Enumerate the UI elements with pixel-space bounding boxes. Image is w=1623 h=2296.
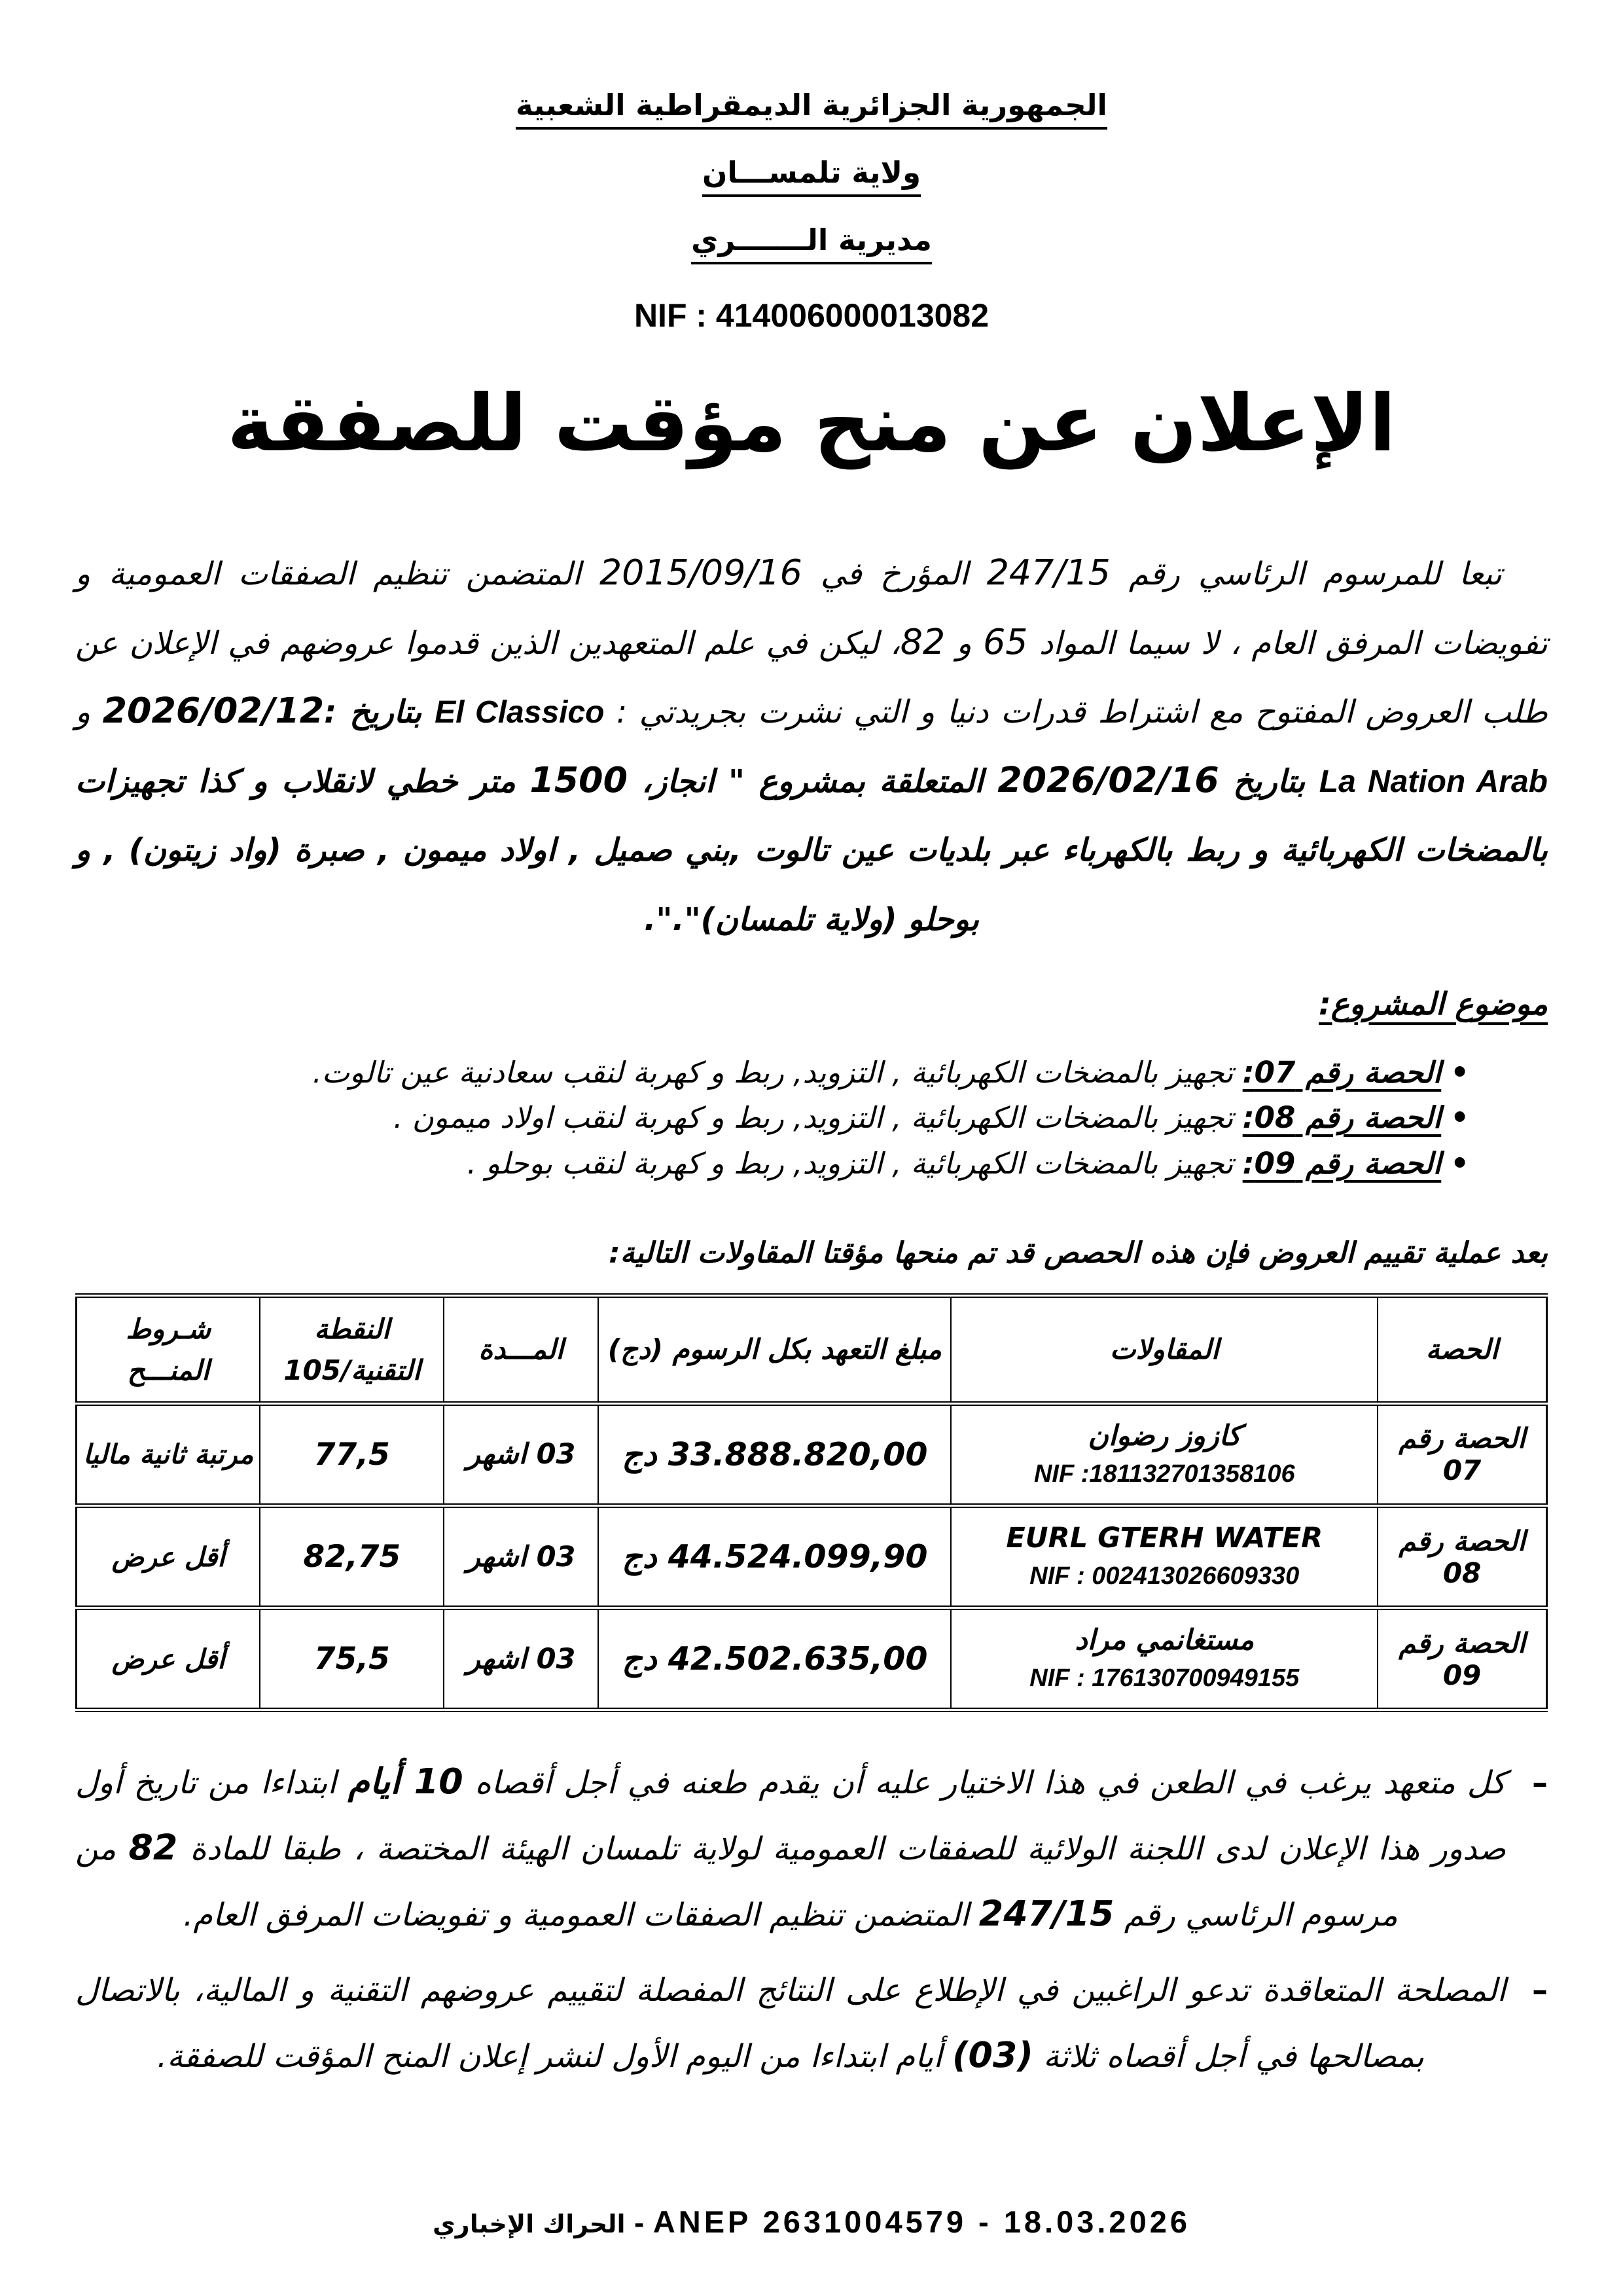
award-table bbox=[75, 1293, 1548, 1713]
table-header-row bbox=[77, 1295, 1547, 1403]
lot-item bbox=[75, 1141, 1469, 1187]
col-header-amount: مبلغ التعهد بكل الرسوم (دج) bbox=[598, 1295, 951, 1403]
award-intro-line: بعد عملية تقييم العروض فإن هذه الحصص قد تم منحها مؤقتا المقاولات التالية: bbox=[609, 1236, 1548, 1270]
decree-number: 247/15 bbox=[986, 552, 1111, 593]
header-directorate: مديرية الـــــــري bbox=[691, 223, 932, 257]
lot-label: الحصة رقم 08: bbox=[1242, 1100, 1442, 1136]
article-number: 82 bbox=[900, 620, 946, 662]
table-row bbox=[77, 1506, 1547, 1608]
contractor-name: مستغانمي مراد bbox=[1075, 1624, 1255, 1657]
footer-separator: - bbox=[625, 2210, 653, 2238]
contractor-name: كازوز رضوان bbox=[1088, 1419, 1241, 1452]
contractor-cell bbox=[951, 1608, 1378, 1710]
text-segment: أيام ابتداءا من اليوم الأول لنشر إعلان المنح المؤقت للصفقة. bbox=[156, 2037, 952, 2075]
col-header-contractor: المقاولات bbox=[951, 1295, 1378, 1403]
text-segment: المصلحة المتعاقدة تدعو الراغبين في الإطلاع على النتائج المفصلة لتقييم عروضهم التقنية و المالية، بالاتصال بمصالحها في أجل أقصاه ثلاثة bbox=[75, 1971, 1506, 2075]
nif-number: NIF : 414006000013082 bbox=[633, 297, 990, 334]
text-segment: المؤرخ في bbox=[802, 556, 987, 592]
lot-description: تجهيز بالمضخات الكهربائية , التزويد, ربط و كهربة لنقب بوحلو . bbox=[467, 1146, 1243, 1181]
publication-date: 2026/02/16 bbox=[997, 759, 1219, 800]
lot-label: الحصة رقم 09: bbox=[1242, 1146, 1442, 1181]
publication-date: 2026/02/12 bbox=[102, 690, 325, 732]
dash-icon: – bbox=[1532, 1971, 1548, 2009]
appeal-note bbox=[75, 1750, 1548, 1948]
page-title: الإعلان عن منح مؤقت للصفقة bbox=[227, 378, 1396, 469]
text-segment: المتضمن تنظيم الصفقات العمومية و تفويضات المرفق العام ، لا سيما المواد bbox=[75, 556, 1548, 662]
decree-date: 2015/09/16 bbox=[599, 552, 802, 593]
appeal-deadline: 10 أيام bbox=[348, 1761, 463, 1803]
text-segment: و bbox=[945, 624, 984, 662]
contractor-name: EURL GTERH WATER bbox=[1006, 1522, 1323, 1554]
col-header-conditions: شـروط المنـــح bbox=[77, 1295, 260, 1403]
lot-cell: الحصة رقم 07 bbox=[1378, 1403, 1546, 1505]
header-wilaya: ولاية تلمســـان bbox=[702, 155, 921, 190]
condition-cell: مرتبة ثانية ماليا bbox=[77, 1403, 260, 1505]
text-segment: المتعلقة بمشروع " انجاز، bbox=[627, 762, 998, 800]
score-cell: 77,5 bbox=[260, 1403, 444, 1505]
lot-description: تجهيز بالمضخات الكهربائية , التزويد, ربط و كهربة لنقب سعادنية عين تالوت. bbox=[312, 1054, 1243, 1090]
amount-cell: 42.502.635,00 دج bbox=[598, 1608, 951, 1710]
lots-list bbox=[75, 1050, 1469, 1187]
newspaper-name: El Classico bbox=[435, 695, 605, 730]
score-cell: 75,5 bbox=[260, 1608, 444, 1710]
text-segment: و bbox=[75, 694, 103, 731]
bullet-icon: • bbox=[1450, 1054, 1469, 1090]
results-note bbox=[75, 1958, 1548, 2090]
text-segment: ، ليكن في علم المتعهدين الذين قدموا عروضهم في الإعلان عن طلب العروض المفتوح مع اشتراط قدرات دنيا و التي نشرت بجريدتي : bbox=[75, 624, 1548, 731]
contractor-nif: NIF : 002413026609330 bbox=[1029, 1562, 1300, 1590]
condition-cell: أقل عرض bbox=[77, 1608, 260, 1710]
footnotes bbox=[75, 1750, 1548, 2089]
article-number: 65 bbox=[983, 620, 1028, 662]
decree-number: 247/15 bbox=[978, 1892, 1115, 1934]
header-republic: الجمهورية الجزائرية الديمقراطية الشعبية bbox=[516, 88, 1107, 122]
text-segment: ابتداءا من تاريخ أول صدور هذا الإعلان لدى اللجنة الولائية للصفقات العمومية لولاية تلمسان الهيئة المختصة ، طبقا للمادة bbox=[75, 1765, 1506, 1868]
lot-cell: الحصة رقم 09 bbox=[1378, 1608, 1546, 1710]
score-cell: 82,75 bbox=[260, 1506, 444, 1608]
lot-label: الحصة رقم 07: bbox=[1242, 1054, 1442, 1090]
text-segment: المتضمن تنظيم الصفقات العمومية و تفويضات المرفق العام. bbox=[183, 1896, 979, 1933]
anep-reference: ANEP 2631004579 - 18.03.2026 bbox=[652, 2204, 1190, 2239]
project-length: 1500 bbox=[529, 759, 628, 800]
intro-paragraph bbox=[75, 540, 1548, 955]
text-segment: كل متعهد يرغب في الطعن في هذا الاختيار عليه أن يقدم طعنه في أجل أقصاه bbox=[463, 1765, 1507, 1802]
text-segment: بتاريخ : bbox=[324, 694, 435, 731]
article-number: 82 bbox=[128, 1827, 178, 1869]
newspaper-name: La Nation Arab bbox=[1319, 764, 1548, 799]
duration-cell: 03 اشهر bbox=[444, 1506, 598, 1608]
text-segment: متر خطي لانقلاب و كذا تجهيزات بالمضخات الكهربائية و ربط بالكهرباء عبر بلديات عين تالوت ,بني صميل , اولاد ميمون , صبرة (واد زيتون) , و بوحلو (ولاية تلمسان)".". bbox=[75, 762, 1548, 938]
text-segment: من مرسوم الرئاسي رقم bbox=[75, 1831, 1398, 1933]
table-row bbox=[77, 1608, 1547, 1710]
lot-item bbox=[75, 1095, 1469, 1141]
col-header-lot: الحصة bbox=[1378, 1295, 1546, 1403]
text-segment: بتاريخ bbox=[1219, 762, 1319, 800]
table-row bbox=[77, 1403, 1547, 1505]
bullet-icon: • bbox=[1450, 1100, 1469, 1136]
col-header-duration: المـــدة bbox=[444, 1295, 598, 1403]
lot-description: تجهيز بالمضخات الكهربائية , التزويد, ربط و كهربة لنقب اولاد ميمون . bbox=[393, 1100, 1243, 1136]
duration-cell: 03 اشهر bbox=[444, 1608, 598, 1710]
amount-cell: 44.524.099,90 دج bbox=[598, 1506, 951, 1608]
agency-name: الحراك الإخباري bbox=[432, 2210, 626, 2238]
amount-cell: 33.888.820,00 دج bbox=[598, 1403, 951, 1505]
lot-item bbox=[75, 1050, 1469, 1096]
col-header-score: النقطة التقنية/105 bbox=[260, 1295, 444, 1403]
lot-cell: الحصة رقم 08 bbox=[1378, 1506, 1546, 1608]
contractor-nif: NIF :181132701358106 bbox=[1033, 1460, 1295, 1488]
duration-cell: 03 اشهر bbox=[444, 1403, 598, 1505]
contractor-cell bbox=[951, 1403, 1378, 1505]
text-segment: تبعا للمرسوم الرئاسي رقم bbox=[1110, 556, 1503, 592]
days-count: (03) bbox=[952, 2034, 1033, 2075]
condition-cell: أقل عرض bbox=[77, 1506, 260, 1608]
anep-footer bbox=[0, 2204, 1623, 2240]
contractor-nif: NIF : 176130700949155 bbox=[1029, 1664, 1300, 1693]
document-header bbox=[75, 90, 1548, 255]
subject-heading: موضوع المشروع: bbox=[1319, 986, 1548, 1022]
bullet-icon: • bbox=[1450, 1146, 1469, 1181]
dash-icon: – bbox=[1532, 1765, 1548, 1802]
contractor-cell bbox=[951, 1506, 1378, 1608]
